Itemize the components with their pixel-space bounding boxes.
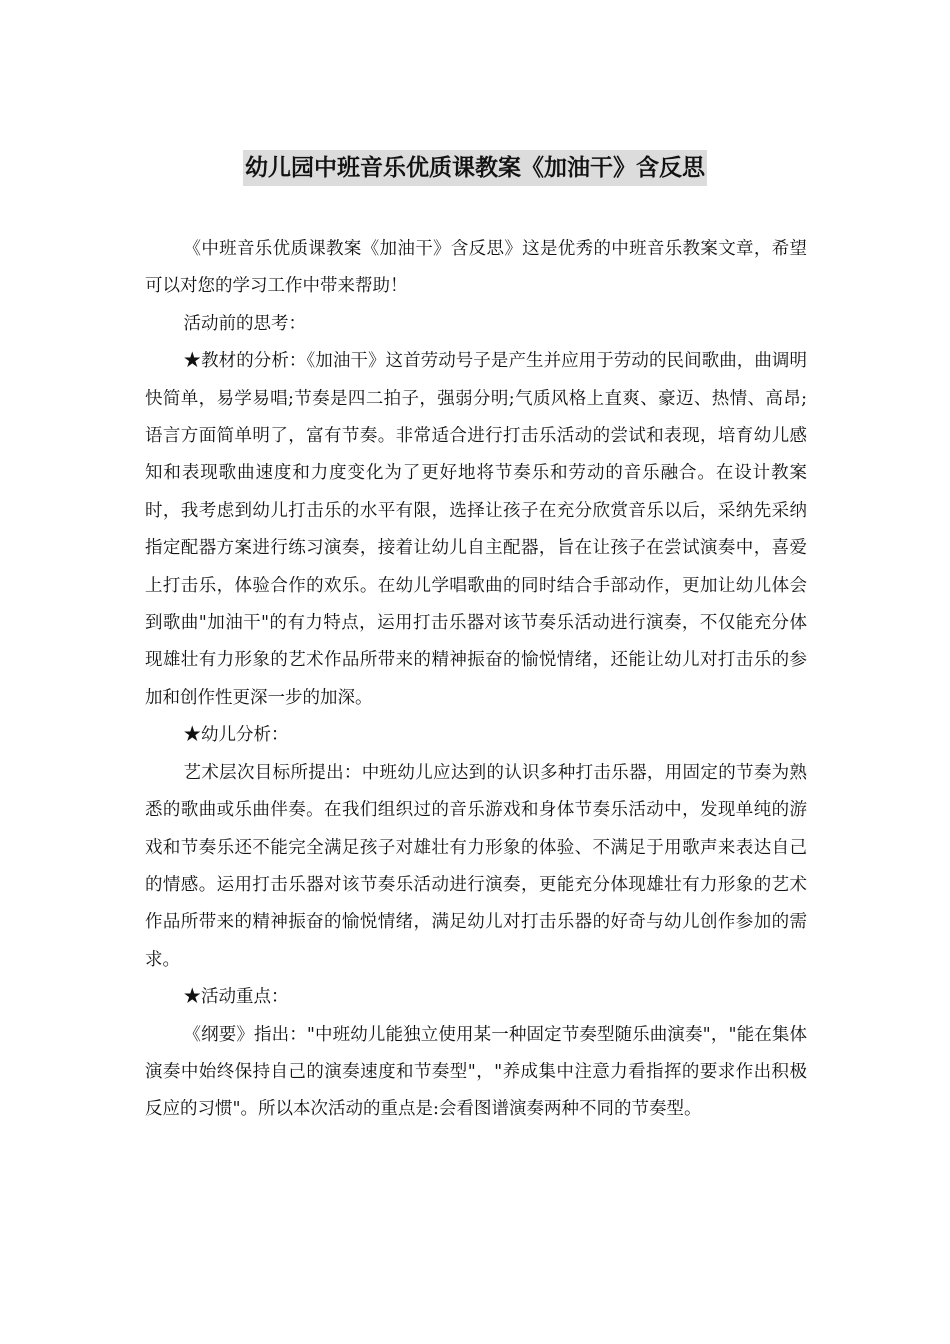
document-title: 幼儿园中班音乐优质课教案《加油干》含反思	[243, 150, 707, 186]
document-body	[145, 231, 807, 1129]
activity-focus-paragraph: 《纲要》指出："中班幼儿能独立使用某一种固定节奏型随乐曲演奏"，"能在集体演奏中始终保持自己的演奏速度和节奏型"，"养成集中注意力看指挥的要求作出积极反应的习惯"。所以本次活动的重点是:会看图谱演奏两种不同的节奏型。	[145, 1024, 807, 1120]
section-heading-pre-activity-thoughts: 活动前的思考：	[183, 313, 306, 334]
child-analysis-paragraph: 艺术层次目标所提出：中班幼儿应达到的认识多种打击乐器，用固定的节奏为熟悉的歌曲或乐曲伴奏。在我们组织过的音乐游戏和身体节奏乐活动中，发现单纯的游戏和节奏乐还不能完全满足孩子对雄壮有力形象的体验、不满足于用歌声来表达自己的情感。运用打击乐器对该节奏乐活动进行演奏，更能充分体现雄壮有力形象的艺术作品所带来的精神振奋的愉悦情绪，满足幼儿对打击乐器的好奇与幼儿创作参加的需求。	[145, 762, 807, 970]
section-heading-child-analysis: ★幼儿分析：	[183, 725, 289, 746]
title-container	[0, 150, 950, 186]
teaching-material-analysis-paragraph: ★教材的分析：《加油干》这首劳动号子是产生并应用于劳动的民间歌曲，曲调明快简单，易学易唱;节奏是四二拍子，强弱分明;气质风格上直爽、豪迈、热情、高昂;语言方面简单明了，富有节奏。非常适合进行打击乐活动的尝试和表现，培育幼儿感知和表现歌曲速度和力度变化为了更好地将节奏乐和劳动的音乐融合。在设计教案时，我考虑到幼儿打击乐的水平有限，选择让孩子在充分欣赏音乐以后，采纳先采纳指定配器方案进行练习演奏，接着让幼儿自主配器，旨在让孩子在尝试演奏中，喜爱上打击乐，体验合作的欢乐。在幼儿学唱歌曲的同时结合手部动作，更加让幼儿体会到歌曲"加油干"的有力特点，运用打击乐器对该节奏乐活动进行演奏，不仅能充分体现雄壮有力形象的艺术作品所带来的精神振奋的愉悦情绪，还能让幼儿对打击乐的参加和创作性更深一步的加深。	[145, 351, 807, 708]
intro-paragraph: 《中班音乐优质课教案《加油干》含反思》这是优秀的中班音乐教案文章，希望可以对您的学习工作中带来帮助！	[145, 239, 807, 297]
section-heading-activity-focus: ★活动重点：	[183, 987, 289, 1008]
